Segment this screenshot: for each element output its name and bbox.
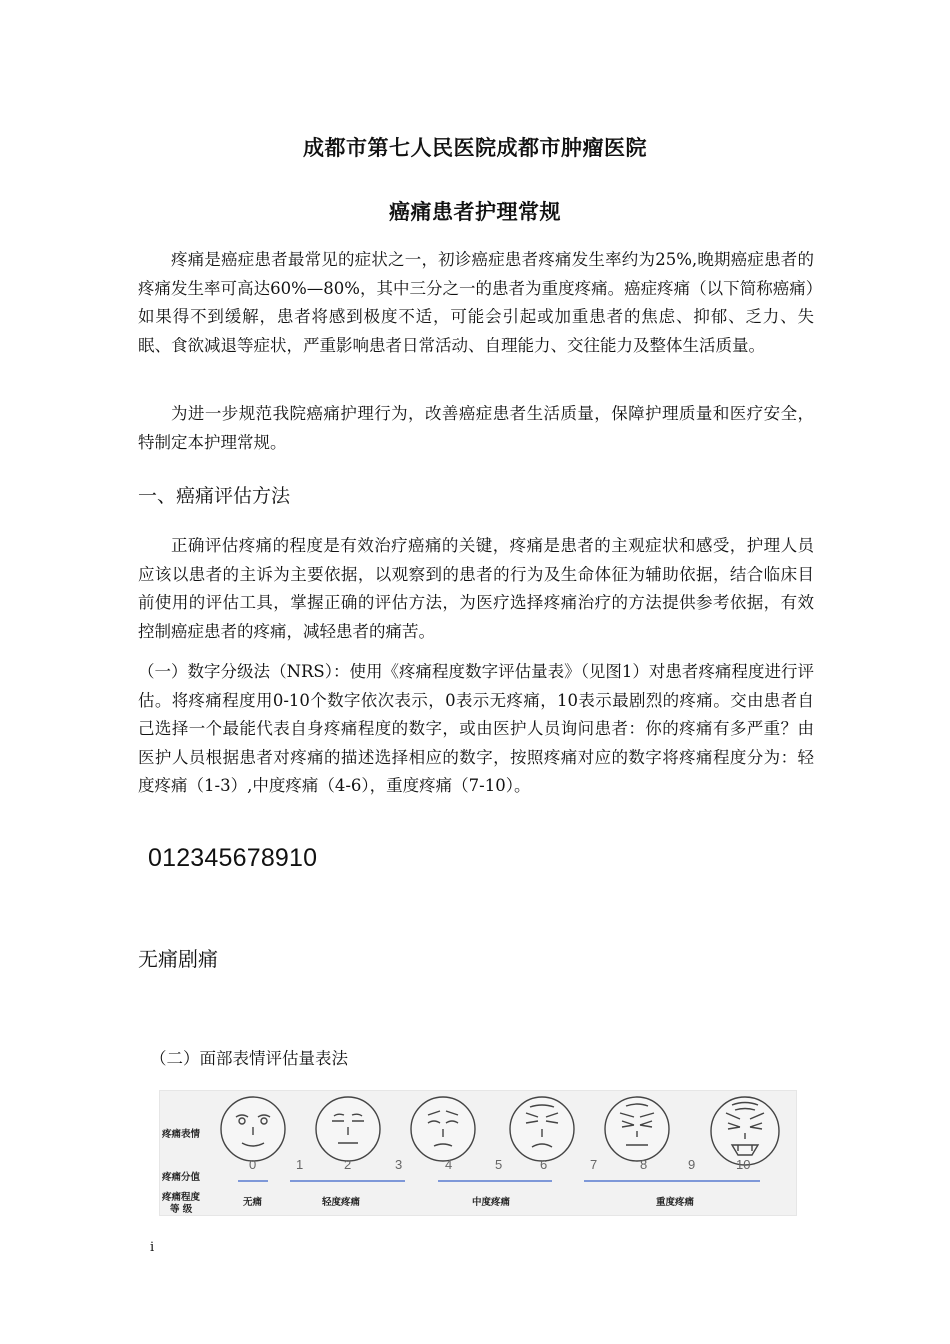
score-9: 9 [688, 1157, 696, 1172]
score-2: 2 [344, 1157, 352, 1172]
row-label-face: 疼痛表情 [162, 1129, 201, 1140]
grade-mild: 轻度疼痛 [322, 1197, 361, 1208]
nrs-scale-caption: 无痛剧痛 [138, 947, 218, 971]
score-1: 1 [296, 1157, 304, 1172]
grade-severe: 重度疼痛 [656, 1197, 695, 1208]
score-7: 7 [590, 1157, 598, 1172]
score-10: 10 [736, 1157, 751, 1172]
face-0-icon [221, 1097, 285, 1161]
row-label-grade-2: 等 级 [170, 1204, 193, 1215]
nrs-scale-numbers: 012345678910 [148, 844, 318, 872]
row-label-grade: 疼痛程度 [162, 1192, 201, 1203]
intro-paragraph: 疼痛是癌症患者最常见的症状之一，初诊癌症患者疼痛发生率约为25%,晚期癌症患者的疼痛发生率可高达60%—80%，其中三分之一的患者为重度疼痛。癌症疼痛（以下简称癌痛）如果得不到缓解，患者将感到极度不适，可能会引起或加重患者的焦虑、抑郁、乏力、失眠、食欲减退等症状，严重影响患者日常活动、自理能力、交往能力及整体生活质量。 [138, 250, 814, 355]
assessment-paragraph: 正确评估疼痛的程度是有效治疗癌痛的关键，疼痛是患者的主观症状和感受，护理人员应该以患者的主诉为主要依据，以观察到的患者的行为及生命体征为辅助依据，结合临床目前使用的评估工具，掌握正确的评估方法，为医疗选择疼痛治疗的方法提供参考依据，有效控制癌症患者的疼痛，减轻患者的痛苦。 [138, 536, 814, 641]
face-6-icon [510, 1097, 574, 1161]
nrs-paragraph: （一）数字分级法（NRS）：使用《疼痛程度数字评估量表》（见图1）对患者疼痛程度进行评估。将疼痛程度用0-10个数字依次表示，0表示无疼痛，10表示最剧烈的疼痛。交由患者自己选择一个最能代表自身疼痛程度的数字，或由医护人员询问患者：你的疼痛有多严重？由医护人员根据患者对疼痛的描述选择相应的数字，按照疼痛对应的数字将疼痛程度分为：轻度疼痛（1-3）,中度疼痛（4-6），重度疼痛（7-10）。 [138, 662, 814, 795]
face-scale-subheading: （二）面部表情评估量表法 [150, 1049, 348, 1068]
document-title: 成都市第七人民医院成都市肿瘤医院 [303, 136, 647, 160]
row-label-score: 疼痛分值 [162, 1172, 201, 1183]
score-8: 8 [640, 1157, 648, 1172]
score-3: 3 [395, 1157, 403, 1172]
purpose-paragraph: 为进一步规范我院癌痛护理行为，改善癌症患者生活质量，保障护理质量和医疗安全，特制定本护理常规。 [138, 404, 814, 452]
score-0: 0 [249, 1157, 257, 1172]
score-6: 6 [540, 1157, 548, 1172]
face-10-icon [711, 1097, 779, 1165]
face-2-icon [316, 1097, 380, 1161]
section-heading-assessment: 一、癌痛评估方法 [138, 485, 291, 507]
score-5: 5 [495, 1157, 503, 1172]
grade-moderate: 中度疼痛 [472, 1197, 511, 1208]
face-pain-scale-figure [159, 1090, 797, 1216]
score-4: 4 [445, 1157, 453, 1172]
grade-none: 无痛 [243, 1197, 263, 1208]
document-subtitle: 癌痛患者护理常规 [389, 200, 561, 224]
face-4-icon [411, 1097, 475, 1161]
face-8-icon [605, 1097, 669, 1161]
page-footer-mark: i [150, 1240, 155, 1255]
